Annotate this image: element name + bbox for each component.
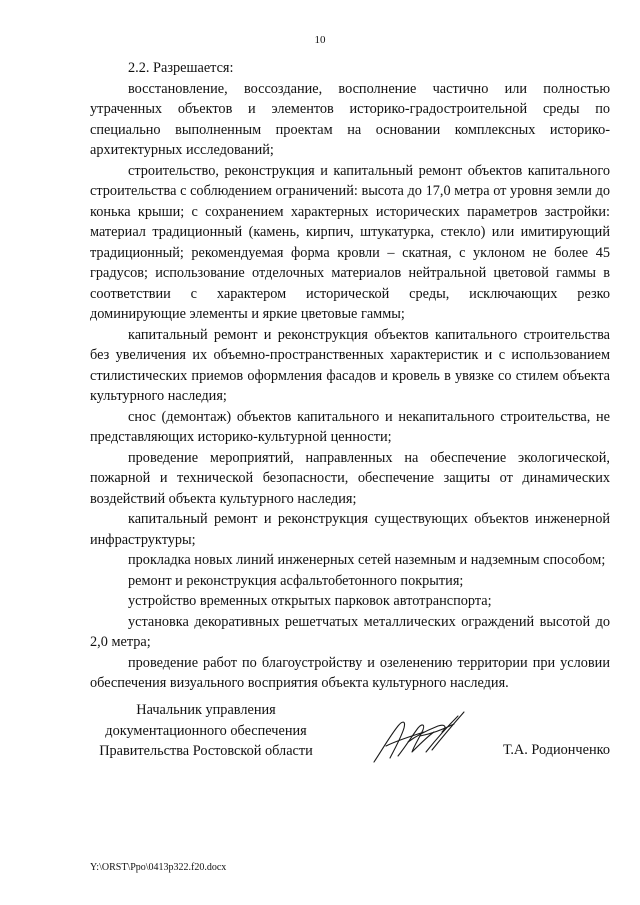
page-number: 10	[314, 34, 326, 46]
paragraph-engineering-networks: прокладка новых линий инженерных сетей наземным и надземным способом;	[128, 552, 606, 568]
paragraph-asphalt: ремонт и реконструкция асфальтобетонного покрытия;	[128, 572, 464, 589]
signatory-title-line: Правительства Ростовской области	[99, 743, 313, 759]
section-heading: 2.2. Разрешается:	[128, 60, 234, 76]
paragraph-infrastructure-repair: капитальный ремонт и реконструкция существующих объектов инженерной инфраструктуры;	[90, 511, 610, 548]
paragraph-construction: строительство, реконструкция и капитальный ремонт объектов капитального строительства с соблюдением ограничений: высота до 17,0 метра от уровня земли до конька крыши; с сохранением характерных исторических параметров застройки: материал традиционный (камень, кирпич, штукатурка, стекло) или имитирующий традиционный; рекомендуемая форма кровли – скатная, с уклоном не более 45 градусов; использование отделочных материалов нейтральной цветовой гаммы в соответствии с характером исторической среды, исключающих резко доминирующие элементы и яркие цветовые гаммы;	[90, 162, 610, 322]
footer-file-path: Y:\ORST\Ppo\0413p322.f20.docx	[90, 862, 227, 873]
document-body	[90, 58, 610, 694]
paragraph-parking: устройство временных открытых парковок автотранспорта;	[128, 593, 492, 609]
paragraph-fences: установка декоративных решетчатых металлических ограждений высотой до 2,0 метра;	[90, 613, 610, 650]
signatory-title	[90, 700, 322, 762]
signatory-title-line: документационного обеспечения	[105, 722, 307, 739]
paragraph-landscaping: проведение работ по благоустройству и озеленению территории при условии обеспечения визуального восприятия объекта культурного наследия.	[90, 654, 610, 691]
signature-block	[90, 700, 610, 770]
signatory-title-line: Начальник управления	[136, 702, 276, 718]
handwritten-signature	[368, 706, 478, 770]
signatory-name: Т.А. Родионченко	[503, 742, 610, 758]
paragraph-safety-measures: проведение мероприятий, направленных на обеспечение экологической, пожарной и технической безопасности, обеспечение защиты от динамических воздействий объекта культурного наследия;	[90, 449, 610, 507]
paragraph-demolition: снос (демонтаж) объектов капитального и некапитального строительства, не представляющих историко-культурной ценности;	[90, 408, 610, 445]
paragraph-capital-repair: капитальный ремонт и реконструкция объектов капитального строительства без увеличения их объемно-пространственных характеристик и с использованием стилистических приемов оформления фасадов и кровель в увязке со стилем объекта культурного наследия;	[90, 326, 610, 404]
paragraph-restoration: восстановление, воссоздание, восполнение частично или полностью утраченных объектов и элементов историко-градостроительной среды по специально выполненным проектам на основании комплексных историко-архитектурных исследований;	[90, 80, 610, 158]
